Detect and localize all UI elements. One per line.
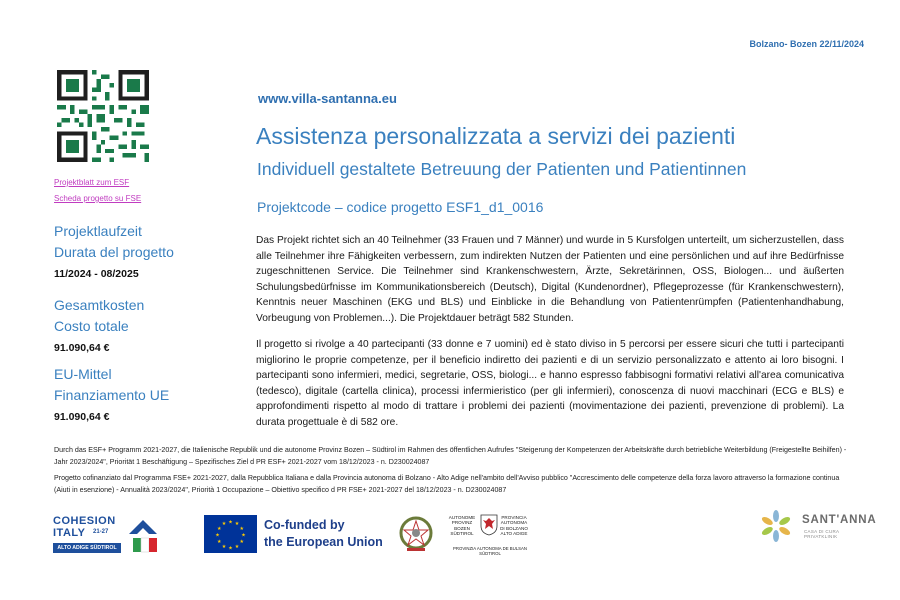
link-projektblatt-esf[interactable]: Projektblatt zum ESF	[54, 178, 130, 187]
svg-text:★: ★	[228, 545, 233, 552]
santanna-logo	[758, 508, 877, 544]
pab-logo-text-lad: PROVINZIA AUTONOMA DE BULSAN SÜDTIROL	[453, 546, 527, 556]
cost-value: 91.090,64 €	[54, 342, 110, 354]
italian-republic-emblem-icon	[398, 514, 434, 554]
eu-funding-label-de: EU-Mittel	[54, 366, 112, 382]
website-link[interactable]: www.villa-santanna.eu	[258, 91, 397, 106]
project-code: Projektcode – codice progetto ESF1_d1_0016	[257, 199, 544, 215]
provincia-bolzano-logo	[447, 513, 533, 557]
eu-flag-icon	[204, 515, 257, 553]
page-title-it: Assistenza personalizzata a servizi dei pazienti	[256, 123, 736, 149]
header-date: Bolzano- Bozen 22/11/2024	[749, 39, 864, 49]
eu-cofunded-logo	[204, 515, 384, 553]
svg-text:★: ★	[216, 526, 222, 532]
link-scheda-progetto-fse[interactable]: Scheda progetto su FSE	[54, 194, 142, 203]
eagle-shield-icon	[480, 514, 498, 536]
cohesion-arrow-icon	[125, 514, 165, 554]
eu-logo-line2: the European Union	[264, 535, 383, 549]
cohesion-logo-line2: ITALY	[53, 527, 86, 539]
eu-funding-value: 91.090,64 €	[54, 411, 110, 423]
svg-text:★: ★	[234, 543, 240, 550]
svg-text:★: ★	[216, 539, 222, 545]
pab-logo-text-it: PROVINCIA AUTONOMA DI BOLZANO ALTO ADIGE	[500, 515, 528, 537]
svg-text:★: ★	[234, 521, 240, 528]
duration-label-it: Durata del progetto	[54, 244, 174, 260]
cohesion-logo-tag: ALTO ADIGE SÜDTIROL	[53, 543, 121, 553]
cost-label-de: Gesamtkosten	[54, 297, 145, 313]
duration-value: 11/2024 - 08/2025	[54, 268, 139, 280]
eu-funding-label-it: Finanziamento UE	[54, 387, 170, 403]
svg-text:★: ★	[228, 519, 233, 526]
cohesion-logo-years: 21-27	[93, 529, 109, 535]
description-it: Il progetto si rivolge a 40 partecipanti (33 donne e 7 uomini) ed è stato diviso in 5 percorsi per essere sicuri che tutti i partecipanti migliorino le proprie competenze, per il beneficio indiretto dei pazienti e di un servizio personalizzato e attento ai loro bisogni. I partecipanti sono infermieri, medici, segretarie, OSS, biologi... e hanno espresso fabbisogni formativi relativi all'area comunicativa (tedesco), digitale (cartella clinica), processi infermieristico (per gli infermieri), conoscenza di nuovi macchinari (ECG e BLS) e approfondimenti rispetto al modo di trattare i problemi dei pazienti (movimentazione dei pazienti, prevenzione di problemi). La durata progettuale è di 582 ore.	[256, 339, 844, 428]
santanna-logo-subtitle: CASA DI CURA PRIVATKLINIK	[804, 529, 840, 539]
svg-text:★: ★	[239, 526, 245, 532]
cohesion-italy-logo	[53, 512, 168, 556]
description-de: Das Projekt richtet sich an 40 Teilnehmer (33 Frauen und 7 Männer) und wurde in 5 Kursfolgen unterteilt, um sicherzustellen, dass alle Teilnehmer ihre Fähigkeiten verbessern, zum indirekten Nutzen der Patienten und eine persönlichen und auf ihre Bedürfnisse zugeschnittenen Service. Die Teilnehmer sind Krankenschwestern, Ärzte, Sekretärinnen, OSS, Biologen... und äußerten Schulungsbedürfnisse im Kommunikationsbereich (Deutsch), Digital (Kundenordner), Pflegeprozesse (für Krankenschwestern), Kenntnis neuer Maschinen (EKG und BLS) und Einblicke in die Behandlung von Patientenrümpfen (Patientenhandhabung, Vorbeugung von Problemen...). Die Projektdauer beträgt 582 Stunden.	[256, 235, 844, 324]
svg-text:★: ★	[215, 532, 220, 539]
cost-label-it: Costo totale	[54, 318, 129, 334]
qr-code[interactable]	[57, 70, 149, 162]
santanna-flower-icon	[758, 508, 794, 544]
duration-label-de: Projektlaufzeit	[54, 223, 142, 239]
page-title-de: Individuell gestaltete Betreuung der Patienten und Patientinnen	[257, 159, 747, 179]
funding-notice-de: Durch das ESF+ Programm 2021-2027, die Italienische Republik und die autonome Provinz Bozen – Südtirol im Rahmen des öffentlichen Aufrufes "Steigerung der Kompetenzen der Arbeitskräfte durch betriebliche Weiterbildung (Freigestellte Beihilfen) - Jahr 2023/2024", Priorität 1 Beschäftigung – Spezifisches Ziel d PR ESF+ 2021-2027 vom 18/12/2023 - n. D230024087	[54, 446, 847, 466]
santanna-logo-name: SANT'ANNA	[802, 514, 877, 526]
svg-text:★: ★	[221, 543, 227, 550]
svg-text:★: ★	[221, 521, 227, 528]
pab-logo-text-de: AUTONOME PROVINZ BOZEN SÜDTIROL	[448, 515, 476, 537]
svg-text:★: ★	[239, 539, 245, 545]
svg-text:★: ★	[241, 532, 246, 539]
eu-logo-line1: Co-funded by	[264, 518, 345, 532]
funding-notice-it: Progetto cofinanziato dal Programma FSE+ 2021-2027, dalla Repubblica Italiana e dalla Provincia autonoma di Bolzano - Alto Adige nell'ambito dell'Avviso pubblico "Accrescimento delle competenze della forza lavoro attraverso la formazione continua (Aiuti in esenzione) - Annualità 2023/2024", Priorità 1 Occupazione – Obiettivo specifico d PR FSE+ 2021-2027 del 18/12/2023 - n. D230024087	[54, 474, 840, 494]
cohesion-logo-line1: COHESION	[53, 515, 116, 527]
